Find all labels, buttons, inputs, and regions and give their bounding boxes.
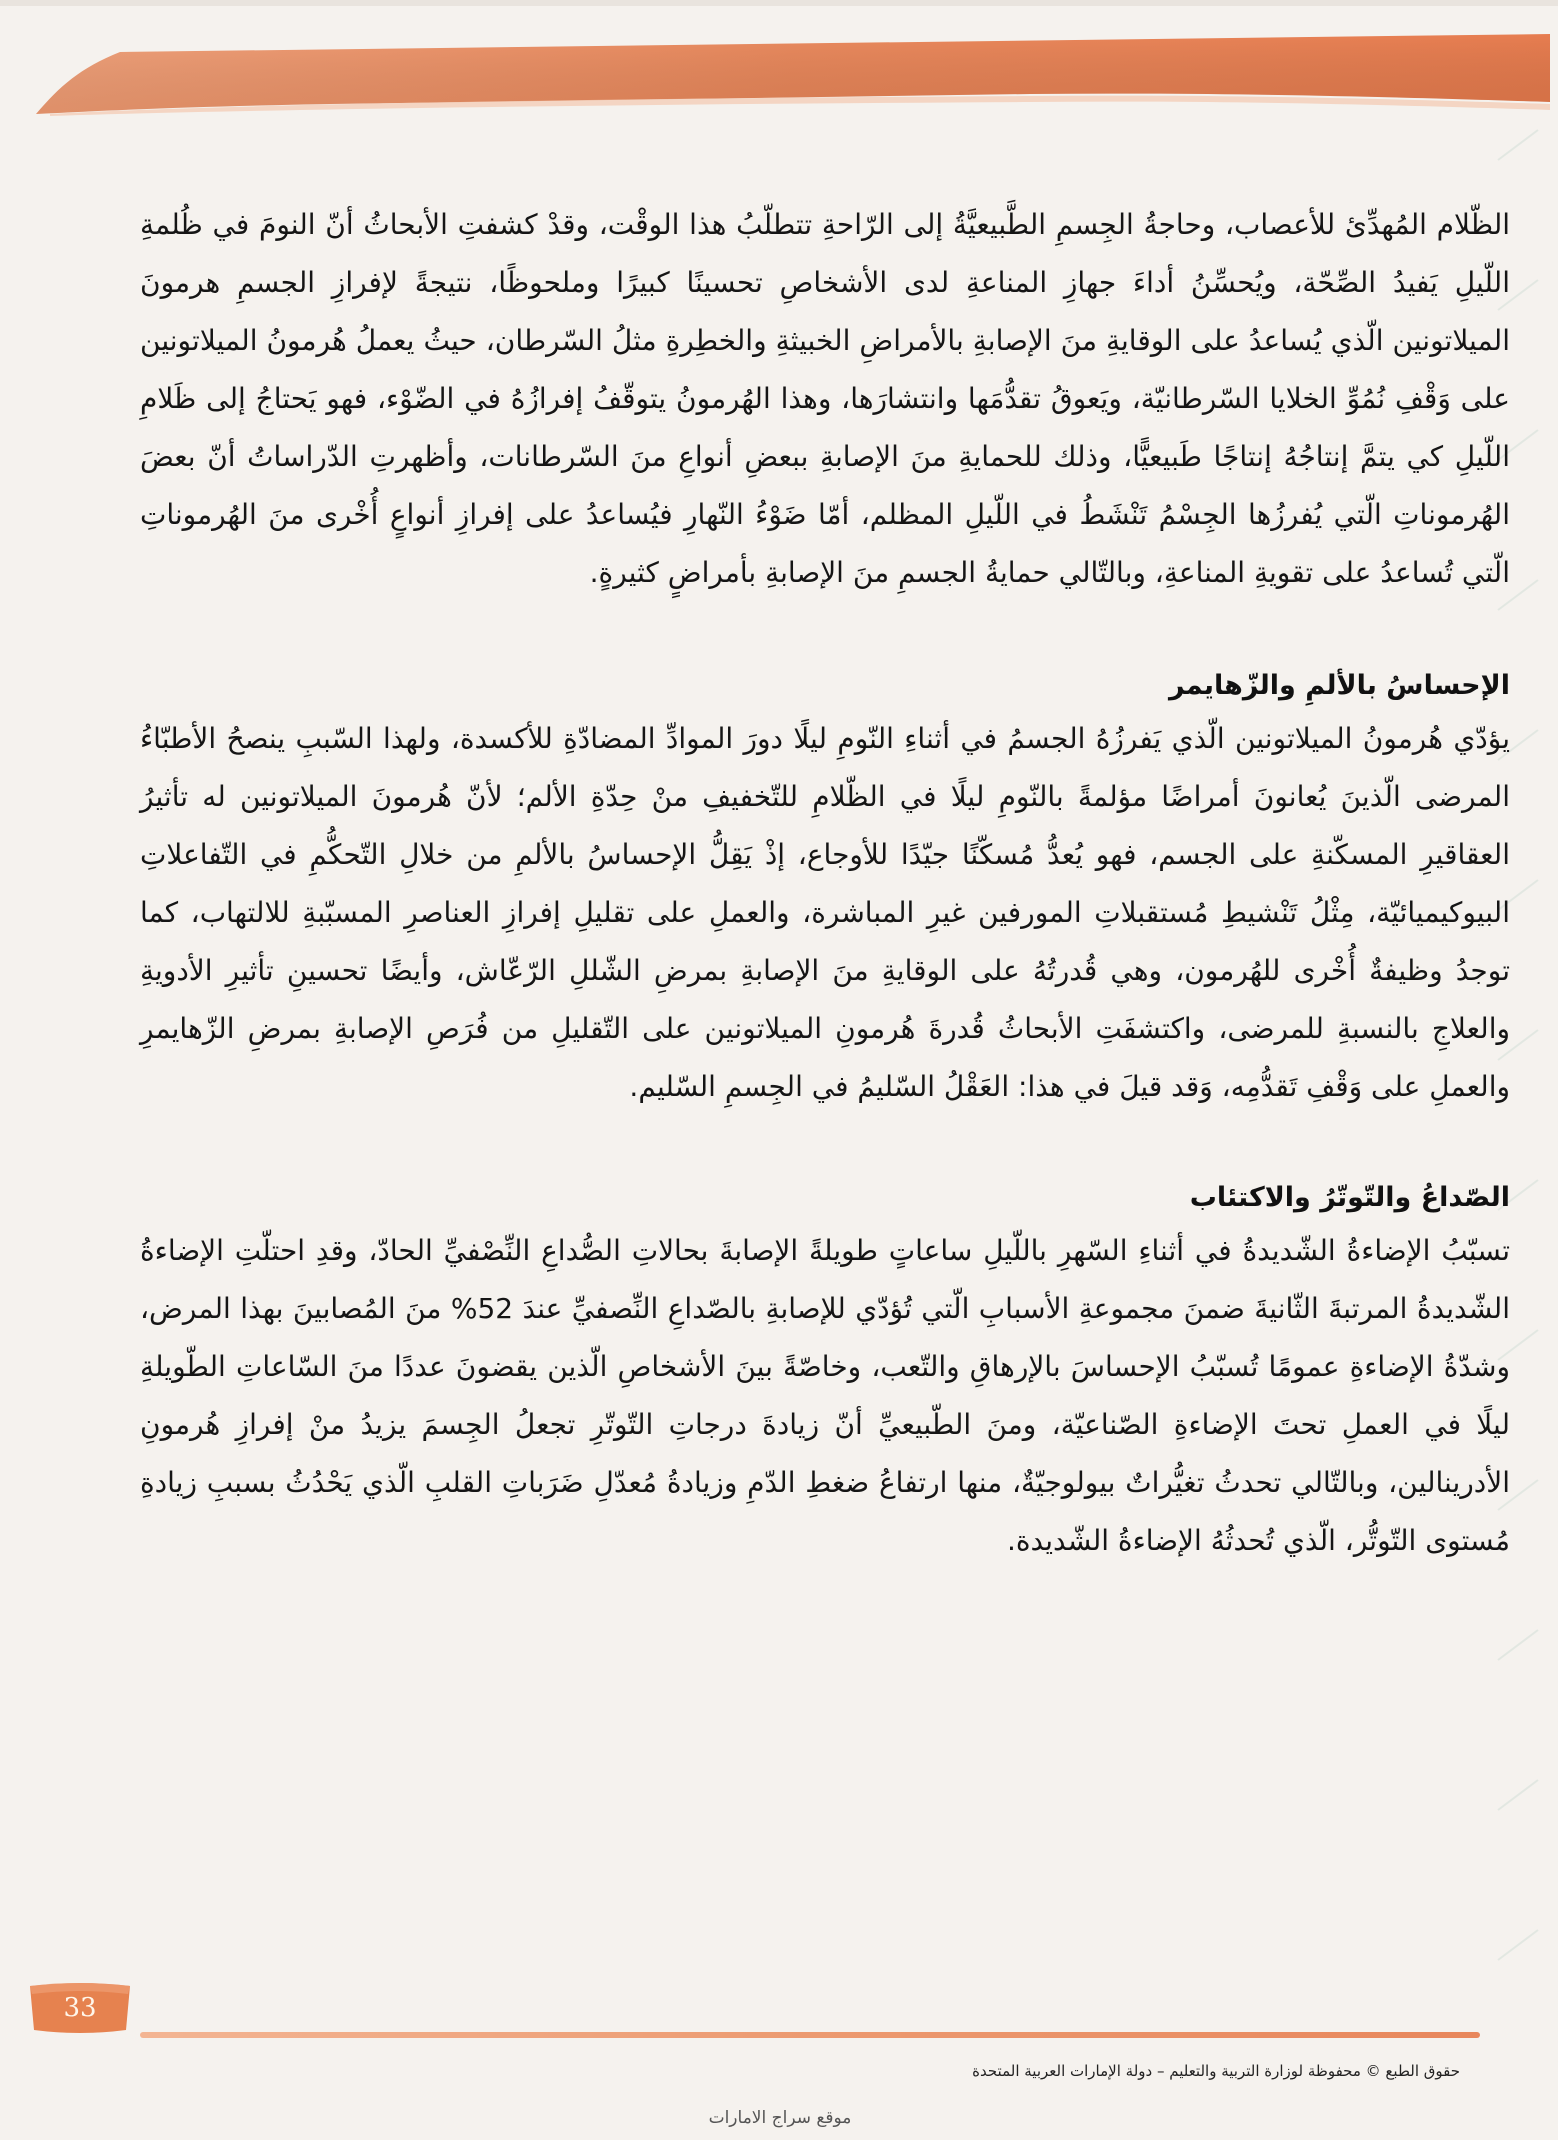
section-heading-pain-alzheimer: الإحساسُ بالألمِ والزّهايمر — [1168, 670, 1510, 701]
section-paragraph-pain-alzheimer: يؤدّي هُرمونُ الميلاتونين الّذي يَفرزُهُ الجسمُ في أثناءِ النّومِ ليلًا دورَ الموادِّ المضادّةِ للأكسدة، ولهذا السّببِ ينصحُ الأطبّاءُ المرضى الّذينَ يُعانونَ أمراضًا مؤلمةً بالنّومِ ليلًا في الظّلامِ للتّخفيفِ منْ حِدّةِ الألم؛ لأنّ هُرمونَ الميلاتونين له تأثيرُ العقاقيرِ المسكّنةِ على الجسم، فهو يُعدُّ مُسكّنًا جيّدًا للأوجاع، إذْ يَقِلُّ الإحساسُ بالألمِ من خلالِ التّحكُّمِ في التّفاعلاتِ البيوكيميائيّة، مِثْلُ تَنْشيطِ مُستقبلاتِ المورفين غيرِ المباشرة، والعملِ على تقليلِ إفرازِ العناصرِ المسبّبةِ للالتهاب، كما توجدُ وظيفةٌ أُخْرى للهُرمون، وهي قُدرتُهُ على الوقايةِ منَ الإصابةِ بمرضِ الشّللِ الرّعّاش، وأيضًا تحسينِ تأثيرِ الأدويةِ والعلاجِ بالنسبةِ للمرضى، واكتشفَتِ الأبحاثُ قُدرةَ هُرمونِ الميلاتونين على التّقليلِ من فُرَصِ الإصابةِ بمرضِ الزّهايمرِ والعملِ على وَقْفِ تَقدُّمِه، وَقد قيلَ في هذا: العَقْلُ السّليمُ في الجِسمِ السّليم. — [140, 722, 1510, 1103]
top-edge-strip — [0, 0, 1558, 6]
bottom-decorative-rule — [140, 2024, 1480, 2032]
top-decorative-banner — [30, 28, 1550, 116]
copyright-notice: حقوق الطبع © محفوظة لوزارة التربية والتعليم – دولة الإمارات العربية المتحدة — [972, 2062, 1460, 2080]
site-label: موقع سراج الامارات — [708, 2108, 852, 2128]
page-number: 33 — [63, 1993, 97, 2023]
page-number-badge — [26, 1980, 134, 2036]
section-paragraph-headache-stress: تسبّبُ الإضاءةُ الشّديدةُ في أثناءِ السّهرِ باللّيلِ ساعاتٍ طويلةً الإصابةَ بحالاتِ الصُّداعِ النِّصْفيِّ الحادّ، وقدِ احتلّتِ الإضاءةُ الشّديدةُ المرتبةَ الثّانيةَ ضمنَ مجموعةِ الأسبابِ الّتي تُؤدّي للإصابةِ بالصّداعِ النِّصفيِّ عندَ 52% منَ المُصابينَ بهذا المرض، وشدّةُ الإضاءةِ عمومًا تُسبّبُ الإحساسَ بالإرهاقِ والتّعب، وخاصّةً بينَ الأشخاصِ الّذين يقضونَ عددًا منَ السّاعاتِ الطّويلةِ ليلًا في العملِ تحتَ الإضاءةِ الصّناعيّة، ومنَ الطّبيعيِّ أنّ زيادةَ درجاتِ التّوتّرِ تجعلُ الجِسمَ يزيدُ منْ إفرازِ هُرمونِ الأدرينالين، وبالتّالي تحدثُ تغيُّراتٌ بيولوجيّةٌ، منها ارتفاعُ ضغطِ الدّمِ وزيادةُ مُعدّلِ ضَرَباتِ القلبِ الّذي يَحْدُثُ بسببِ زيادةِ مُستوى التّوتُّر، الّذي تُحدثُهُ الإضاءةُ الشّديدة. — [140, 1234, 1510, 1557]
intro-paragraph: الظّلام المُهدِّئ للأعصاب، وحاجةُ الجِسمِ الطَّبيعيَّةُ إلى الرّاحةِ تتطلّبُ هذا الوقْت، وقدْ كشفتِ الأبحاثُ أنّ النومَ في ظُلمةِ اللّيلِ يَفيدُ الصِّحّة، ويُحسِّنُ أداءَ جهازِ المناعةِ لدى الأشخاصِ تحسينًا كبيرًا وملحوظًا، نتيجةً لإفرازِ الجسمِ هرمونَ الميلاتونين الّذي يُساعدُ على الوقايةِ منَ الإصابةِ بالأمراضِ الخبيثةِ والخطِرةِ مثلُ السّرطان، حيثُ يعملُ هُرمونُ الميلاتونين على وَقْفِ نُمُوِّ الخلايا السّرطانيّة، ويَعوقُ تقدُّمَها وانتشارَها، وهذا الهُرمونُ يتوقّفُ إفرازُهُ في الضّوْء، فهو يَحتاجُ إلى ظَلامِ اللّيلِ كي يتمَّ إنتاجُهُ إنتاجًا طَبيعيًّا، وذلك للحمايةِ منَ الإصابةِ ببعضِ أنواعِ منَ السّرطانات، وأظهرتِ الدّراساتُ أنّ بعضَ الهُرموناتِ الّتي يُفرزُها الجِسْمُ تَنْشَطُ في اللّيلِ المظلم، أمّا ضَوْءُ النّهارِ فيُساعدُ على إفرازِ أنواعٍ أُخْرى منَ الهُرموناتِ الّتي تُساعدُ على تقويةِ المناعةِ، وبالتّالي حمايةُ الجسمِ منَ الإصابةِ بأمراضٍ كثيرةٍ. — [140, 208, 1510, 589]
section-heading-headache-stress: الصّداعُ والتّوتّرُ والاكتئاب — [1189, 1182, 1510, 1213]
page-content — [140, 196, 1510, 1570]
